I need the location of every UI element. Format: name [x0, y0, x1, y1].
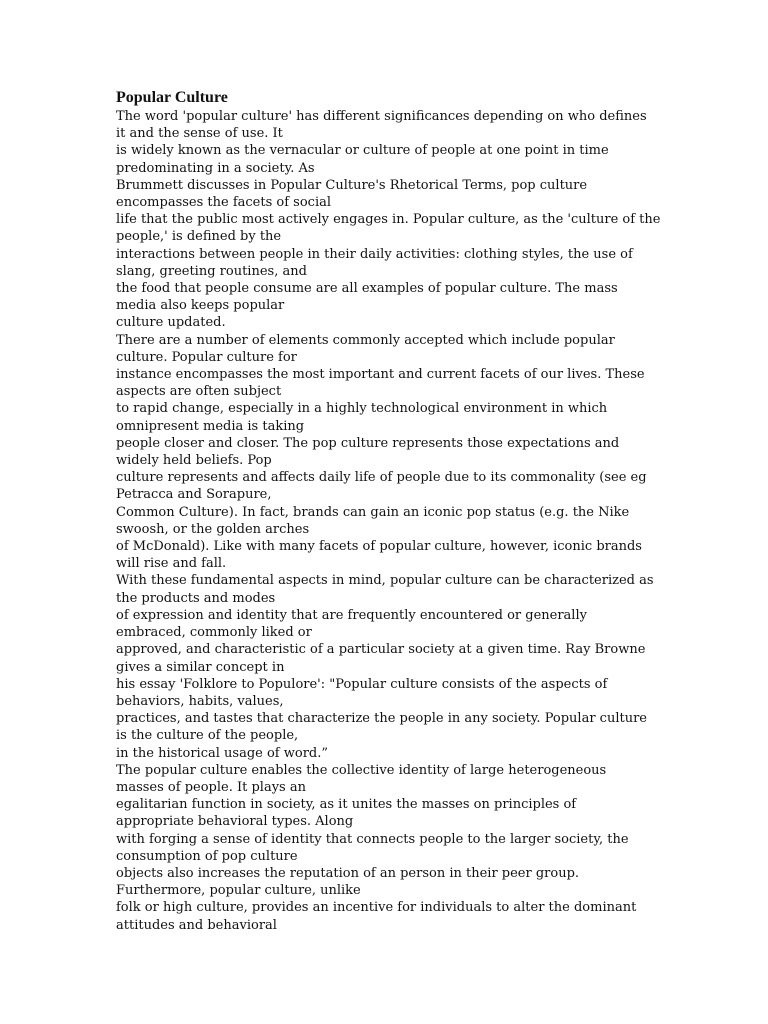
- text-line: omnipresent media is taking: [116, 418, 305, 434]
- text-line: will rise and fall.: [116, 556, 227, 572]
- text-line: folk or high culture, provides an incentive for individuals to alter the dominant: [116, 900, 637, 916]
- document-body: [116, 108, 661, 934]
- text-line: culture updated.: [116, 315, 226, 331]
- text-line: appropriate behavioral types. Along: [116, 814, 354, 830]
- text-line: life that the public most actively engages in. Popular culture, as the 'culture of the: [116, 212, 661, 228]
- text-line: culture represents and affects daily life of people due to its commonality (see eg: [116, 470, 647, 486]
- text-line: interactions between people in their daily activities: clothing styles, the use of: [116, 246, 633, 262]
- text-line: Furthermore, popular culture, unlike: [116, 883, 361, 899]
- text-line: attitudes and behavioral: [116, 917, 277, 933]
- text-line: egalitarian function in society, as it unites the masses on principles of: [116, 797, 577, 813]
- text-line: people closer and closer. The pop culture represents those expectations and: [116, 435, 620, 451]
- document-title: Popular Culture: [116, 89, 228, 106]
- text-line: swoosh, or the golden arches: [116, 521, 310, 537]
- text-line: it and the sense of use. It: [116, 126, 283, 142]
- text-line: is widely known as the vernacular or culture of people at one point in time: [116, 143, 609, 159]
- text-line: practices, and tastes that characterize the people in any society. Popular culture: [116, 711, 648, 727]
- text-line: Common Culture). In fact, brands can gain an iconic pop status (e.g. the Nike: [116, 504, 630, 520]
- text-line: approved, and characteristic of a particular society at a given time. Ray Browne: [116, 642, 646, 658]
- text-line: the products and modes: [116, 590, 276, 606]
- text-line: Petracca and Sorapure,: [116, 487, 272, 503]
- text-line: in the historical usage of word.”: [116, 745, 329, 761]
- text-line: slang, greeting routines, and: [116, 263, 307, 279]
- text-line: is the culture of the people,: [116, 728, 299, 744]
- text-line: There are a number of elements commonly accepted which include popular: [116, 332, 615, 348]
- text-line: consumption of pop culture: [116, 848, 298, 864]
- text-line: gives a similar concept in: [116, 659, 285, 675]
- text-line: behaviors, habits, values,: [116, 693, 284, 709]
- text-line: widely held beliefs. Pop: [116, 453, 272, 469]
- text-line: encompasses the facets of social: [116, 195, 332, 211]
- text-line: to rapid change, especially in a highly technological environment in which: [116, 401, 608, 417]
- text-line: the food that people consume are all examples of popular culture. The mass: [116, 281, 618, 297]
- text-line: The popular culture enables the collective identity of large heterogeneous: [116, 762, 607, 778]
- text-line: his essay 'Folklore to Populore': "Popular culture consists of the aspects of: [116, 676, 608, 692]
- text-line: culture. Popular culture for: [116, 349, 297, 365]
- text-line: aspects are often subject: [116, 384, 282, 400]
- text-line: with forging a sense of identity that connects people to the larger society, the: [116, 831, 629, 847]
- text-line: people,' is defined by the: [116, 229, 282, 245]
- text-line: objects also increases the reputation of an person in their peer group.: [116, 865, 580, 881]
- text-line: of expression and identity that are frequently encountered or generally: [116, 607, 587, 623]
- text-line: instance encompasses the most important and current facets of our lives. These: [116, 367, 645, 383]
- text-line: Brummett discusses in Popular Culture's Rhetorical Terms, pop culture: [116, 177, 588, 193]
- text-line: predominating in a society. As: [116, 160, 315, 176]
- document-page: [116, 88, 661, 934]
- text-line: The word 'popular culture' has different significances depending on who defines: [116, 109, 647, 124]
- text-line: With these fundamental aspects in mind, popular culture can be characterized as: [116, 573, 654, 589]
- text-line: media also keeps popular: [116, 298, 285, 314]
- text-line: of McDonald). Like with many facets of popular culture, however, iconic brands: [116, 539, 642, 555]
- text-line: masses of people. It plays an: [116, 779, 306, 795]
- text-line: embraced, commonly liked or: [116, 625, 312, 641]
